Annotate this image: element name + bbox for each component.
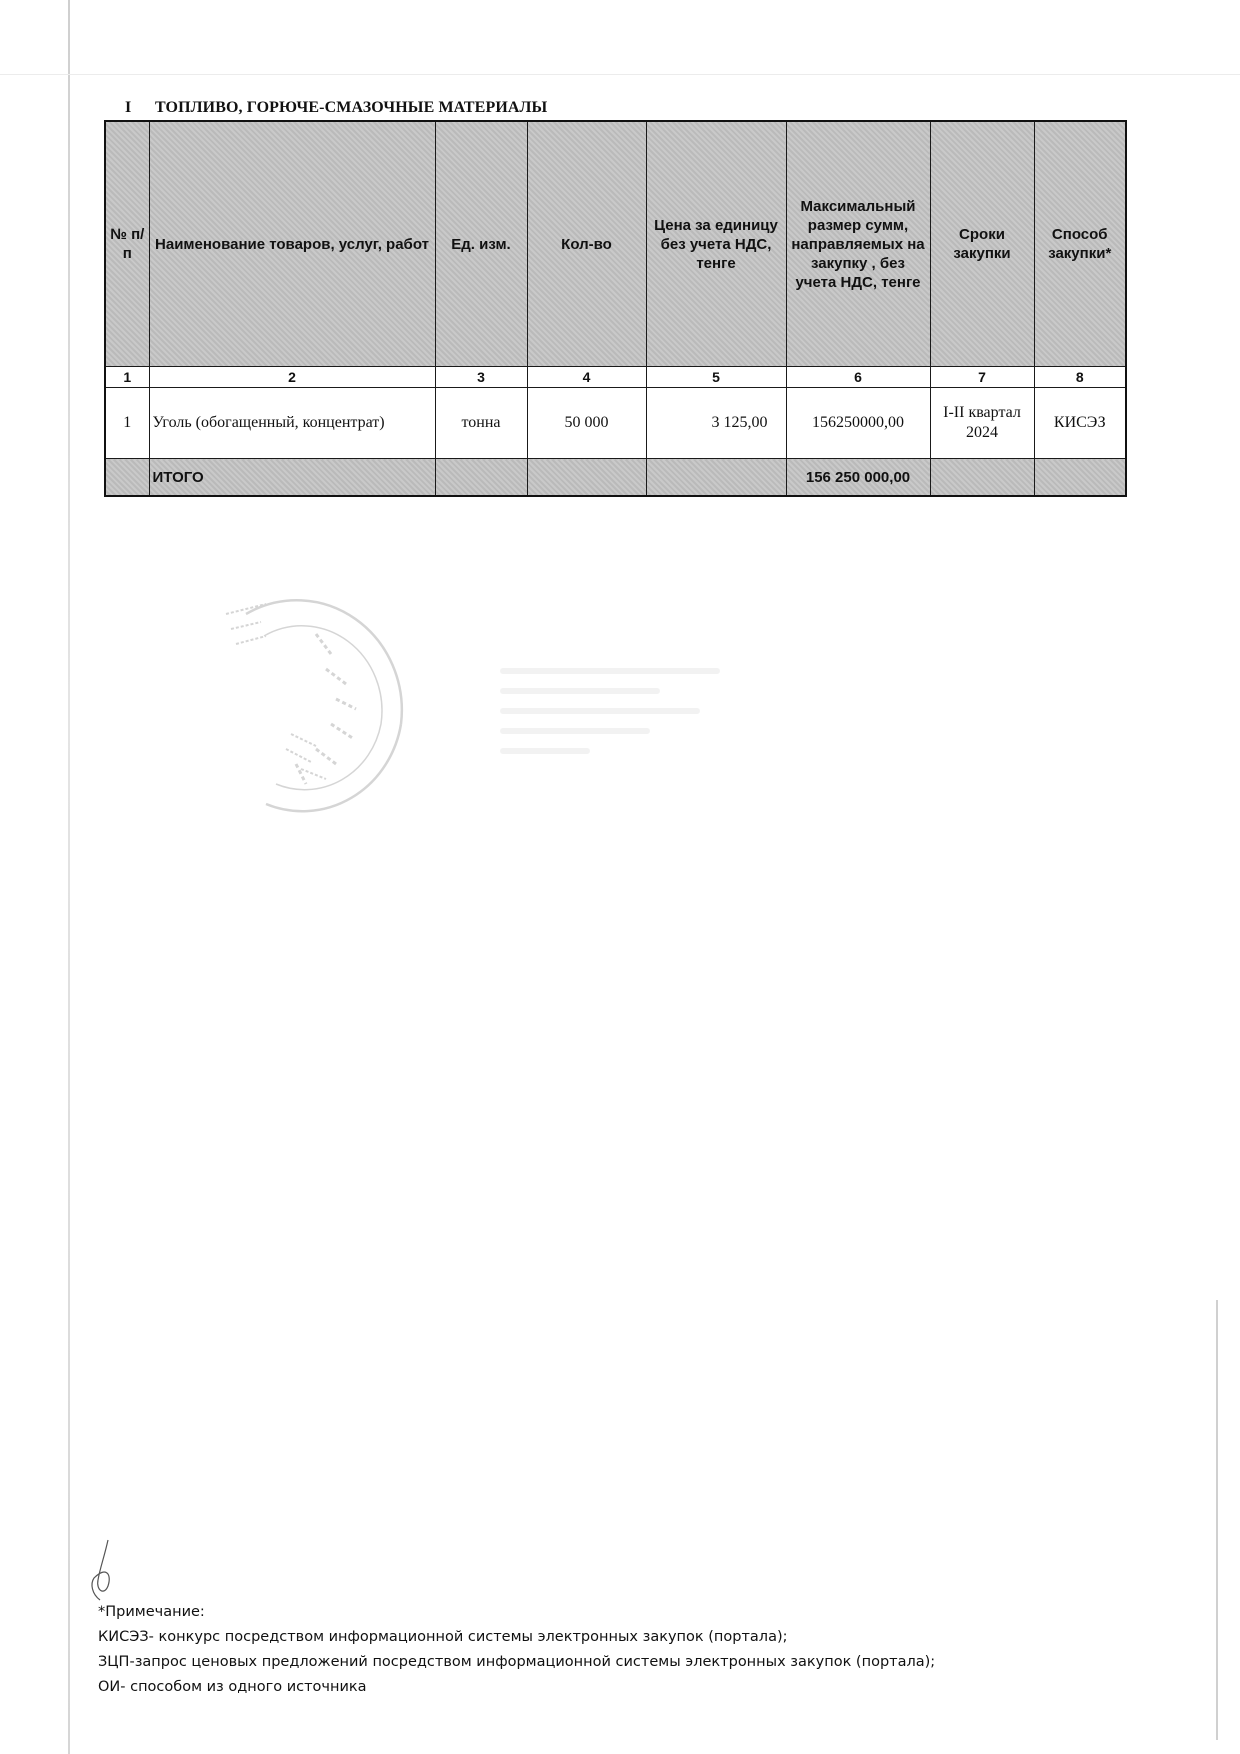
total-label: ИТОГО — [149, 459, 435, 497]
total-empty-cell — [105, 459, 149, 497]
header-cell-max-sum: Максимальный размер сумм, направляемых на закупку , без учета НДС, тенге — [786, 121, 930, 367]
column-number: 7 — [930, 367, 1034, 388]
column-number-row — [105, 367, 1126, 388]
row-unit: тонна — [435, 388, 527, 459]
total-empty-cell — [646, 459, 786, 497]
notes-line: ОИ- способом из одного источника — [98, 1679, 367, 1695]
section-number: I — [125, 99, 132, 116]
header-cell-name: Наименование товаров, услуг, работ — [149, 121, 435, 367]
row-num: 1 — [105, 388, 149, 459]
table-row — [105, 388, 1126, 459]
column-number: 8 — [1034, 367, 1126, 388]
row-name: Уголь (обогащенный, концентрат) — [149, 388, 435, 459]
scan-top-line — [0, 74, 1240, 75]
column-number: 3 — [435, 367, 527, 388]
table-header-row — [105, 121, 1126, 367]
total-empty-cell — [527, 459, 646, 497]
section-title-text: ТОПЛИВО, ГОРЮЧЕ-СМАЗОЧНЫЕ МАТЕРИАЛЫ — [155, 99, 548, 116]
column-number: 6 — [786, 367, 930, 388]
row-max-sum: 156250000,00 — [786, 388, 930, 459]
column-number: 4 — [527, 367, 646, 388]
scan-edge-right — [1216, 1300, 1218, 1740]
notes-line: ЗЦП-запрос ценовых предложений посредством информационной системы электронных закупок (портала); — [98, 1654, 936, 1670]
faint-bleed-through — [500, 668, 800, 768]
header-cell-unit: Ед. изм. — [435, 121, 527, 367]
total-sum: 156 250 000,00 — [786, 459, 930, 497]
procurement-table — [104, 120, 1127, 497]
column-number: 1 — [105, 367, 149, 388]
section-title — [125, 99, 547, 117]
column-number: 5 — [646, 367, 786, 388]
header-cell-qty: Кол-во — [527, 121, 646, 367]
total-empty-cell — [930, 459, 1034, 497]
total-empty-cell — [435, 459, 527, 497]
notes-line: КИСЭЗ- конкурс посредством информационной системы электронных закупок (портала); — [98, 1629, 788, 1645]
stamp-icon — [206, 574, 412, 814]
header-cell-num: № п/п — [105, 121, 149, 367]
header-cell-price: Цена за единицу без учета НДС, тенге — [646, 121, 786, 367]
scan-edge-left — [68, 0, 70, 1754]
header-cell-method: Способ закупки* — [1034, 121, 1126, 367]
notes-title: *Примечание: — [98, 1604, 205, 1620]
notes — [98, 1600, 935, 1700]
total-row — [105, 459, 1126, 497]
row-price: 3 125,00 — [646, 388, 786, 459]
header-cell-term: Сроки закупки — [930, 121, 1034, 367]
row-term: I-II квартал 2024 — [930, 388, 1034, 459]
total-empty-cell — [1034, 459, 1126, 497]
row-qty: 50 000 — [527, 388, 646, 459]
row-method: КИСЭЗ — [1034, 388, 1126, 459]
column-number: 2 — [149, 367, 435, 388]
